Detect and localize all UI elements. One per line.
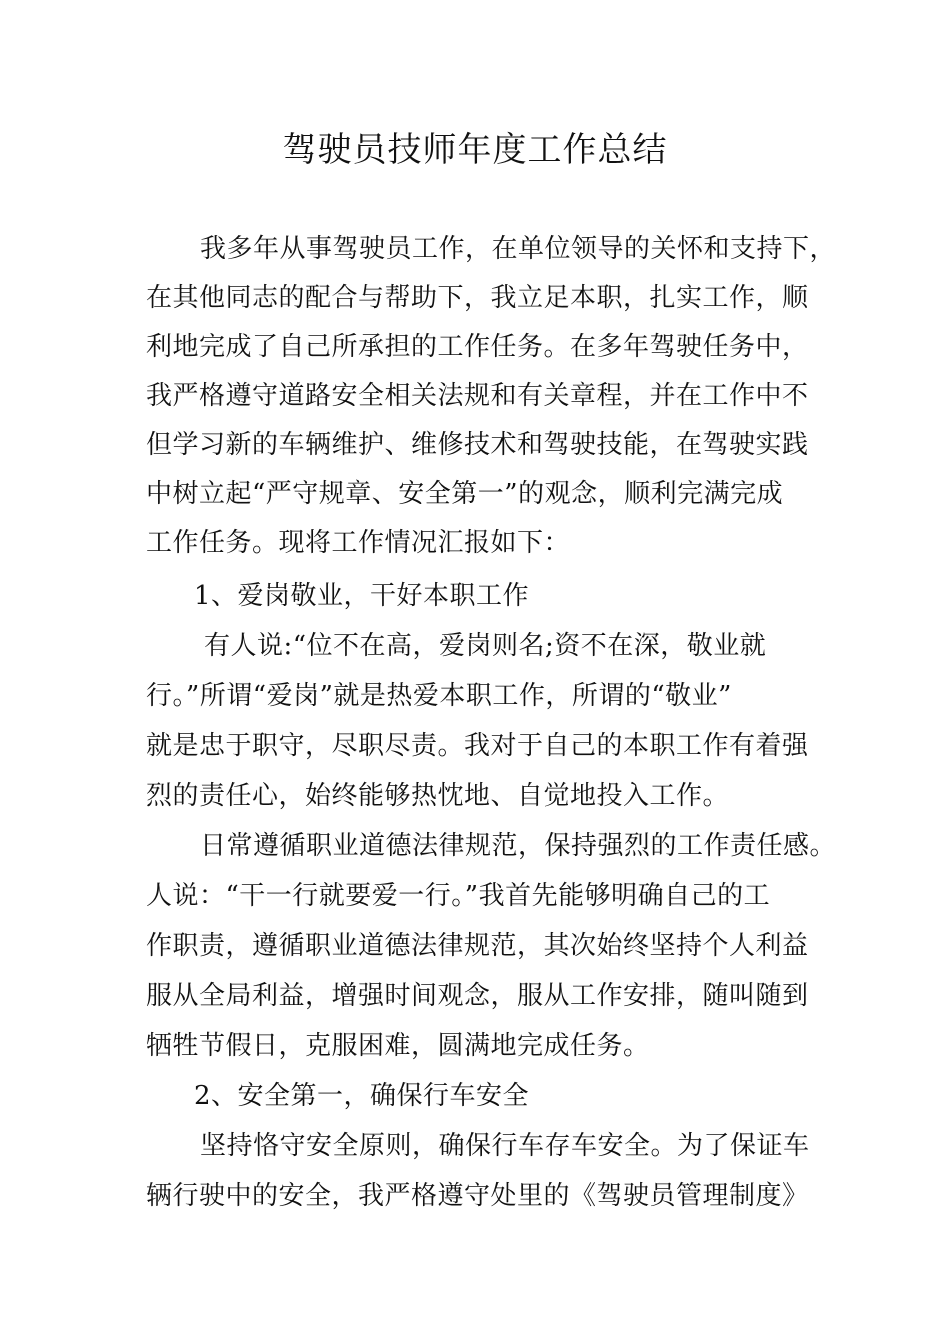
document-title: 驾驶员技师年度工作总结: [282, 130, 668, 170]
paragraph-line: 牺牲节假日，克服困难，圆满地完成任务。: [146, 1031, 650, 1061]
paragraph-line: 有人说:“位不在高，爱岗则名;资不在深，敬业就: [204, 631, 767, 661]
paragraph-line: 坚持恪守安全原则，确保行车存车安全。为了保证车: [200, 1131, 810, 1161]
paragraph-line: 服从全局利益，增强时间观念，服从工作安排，随叫随到: [146, 981, 809, 1011]
paragraph-line: 中树立起“严守规章、安全第一”的观念，顺利完满完成: [146, 479, 784, 509]
paragraph-line: 利地完成了自己所承担的工作任务。在多年驾驶任务中，: [146, 332, 809, 362]
paragraph-line: 人说：“干一行就要爱一行。”我首先能够明确自己的工: [146, 881, 771, 911]
paragraph-line: 我严格遵守道路安全相关法规和有关章程，并在工作中不: [146, 381, 809, 411]
paragraph-line: 但学习新的车辆维护、维修技术和驾驶技能，在驾驶实践: [146, 430, 809, 460]
paragraph-line: 烈的责任心，始终能够热忱地、自觉地投入工作。: [146, 781, 730, 811]
paragraph-line: 日常遵循职业道德法律规范，保持强烈的工作责任感。: [200, 831, 837, 861]
paragraph-line: 行。”所谓“爱岗”就是热爱本职工作，所谓的“敬业”: [146, 681, 732, 711]
section-heading: 1、爱岗敬业，干好本职工作: [194, 581, 530, 611]
paragraph-line: 在其他同志的配合与帮助下，我立足本职，扎实工作，顺: [146, 283, 809, 313]
paragraph-line: 作职责，遵循职业道德法律规范，其次始终坚持个人利益: [146, 931, 809, 961]
paragraph-line: 就是忠于职守，尽职尽责。我对于自己的本职工作有着强: [146, 731, 809, 761]
paragraph-line: 工作任务。现将工作情况汇报如下：: [146, 528, 571, 558]
section-heading: 2、安全第一，确保行车安全: [194, 1081, 530, 1111]
paragraph-line: 辆行驶中的安全，我严格遵守处里的《驾驶员管理制度》: [146, 1181, 809, 1211]
paragraph-line: 我多年从事驾驶员工作，在单位领导的关怀和支持下，: [200, 234, 837, 264]
